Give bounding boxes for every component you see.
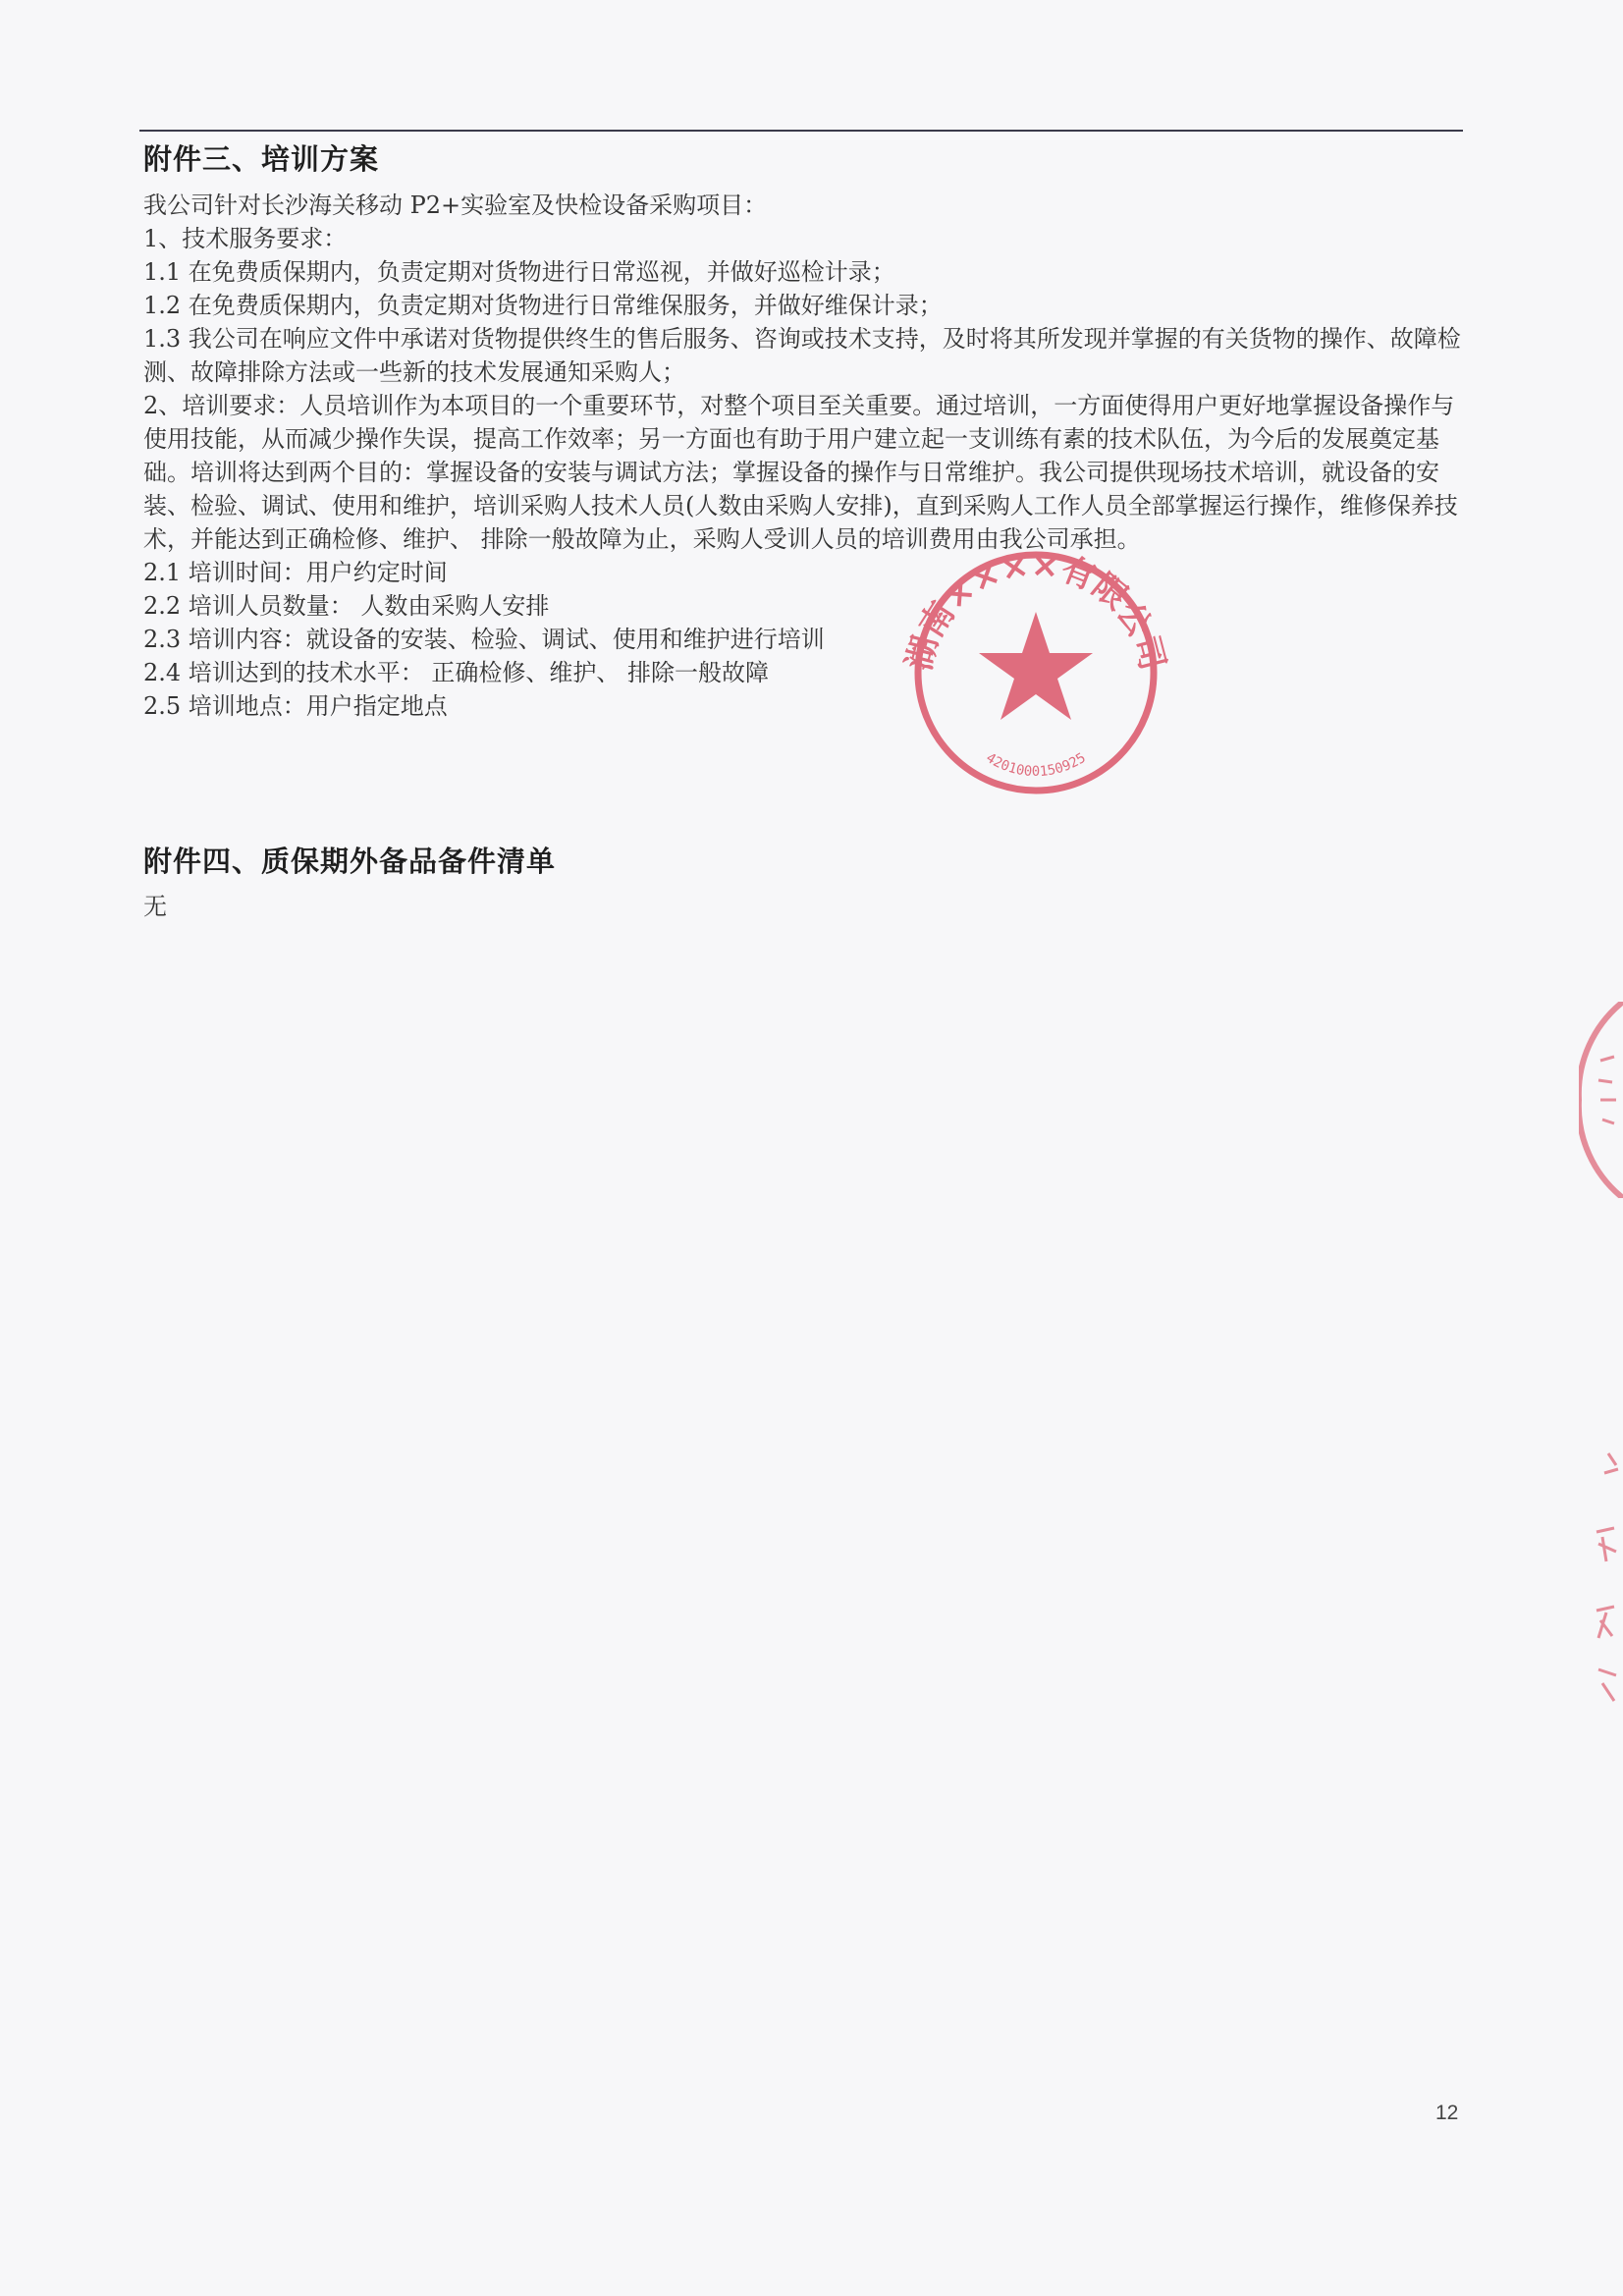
section3-paragraph: 1.2 在免费质保期内，负责定期对货物进行日常维保服务，并做好维保计录； — [143, 292, 943, 319]
section3-paragraph: 1.3 我公司在响应文件中承诺对货物提供终生的售后服务、咨询或技术支持，及时将其所发现并掌握的有关货物的操作、故障检测、故障排除方法或一些新的技术发展通知采购人； — [143, 325, 1461, 386]
seal-star-icon — [979, 612, 1093, 720]
section4-body: 无 — [143, 893, 167, 920]
seal-text: 湖南××××有限公司 — [899, 545, 1172, 675]
section3-paragraph: 我公司针对长沙海关移动 P2+实验室及快检设备采购项目： — [143, 191, 768, 219]
section3-body — [143, 189, 1464, 723]
section3-paragraph: 1、技术服务要求： — [143, 225, 348, 252]
section3-paragraph: 2.5 培训地点：用户指定地点 — [143, 692, 448, 720]
section3-paragraph: 2、培训要求：人员培训作为本项目的一个重要环节，对整个项目至关重要。通过培训，一方面使得用户更好地掌握设备操作与使用技能，从而减少操作失误，提高工作效率；另一方面也有助于用户建立起一支训练有素的技术队伍，为今后的发展奠定基础。培训将达到两个目的：掌握设备的安装与调试方法；掌握设备的操作与日常维护。我公司提供现场技术培训，就设备的安装、检验、调试、使用和维护，培训采购人技术人员(人数由采购人安排)，直到采购人工作人员全部掌握运行操作，维修保养技术，并能达到正确检修、维护、 排除一般故障为止，采购人受训人员的培训费用由我公司承担。 — [143, 392, 1458, 553]
section3-paragraph: 2.2 培训人员数量： 人数由采购人安排 — [143, 592, 550, 620]
section3-paragraph: 2.4 培训达到的技术水平： 正确检修、维护、 排除一般故障 — [143, 659, 770, 686]
section3-paragraph: 1.1 在免费质保期内，负责定期对货物进行日常巡视，并做好巡检计录； — [143, 258, 895, 286]
section3-title: 附件三、培训方案 — [143, 142, 380, 176]
section3-paragraph: 2.1 培训时间：用户约定时间 — [143, 559, 448, 586]
edge-seal-fragment — [1579, 1002, 1623, 1198]
section4-title: 附件四、质保期外备品备件清单 — [143, 845, 557, 878]
edge-seal-fragment — [1579, 1444, 1623, 1709]
section3-paragraph: 2.3 培训内容：就设备的安装、检验、调试、使用和维护进行培训 — [143, 626, 825, 653]
seal-number: 4201000150925 — [983, 749, 1089, 781]
company-seal — [869, 535, 1203, 810]
page-number: 12 — [1435, 2102, 1459, 2124]
header-rule — [139, 130, 1463, 132]
